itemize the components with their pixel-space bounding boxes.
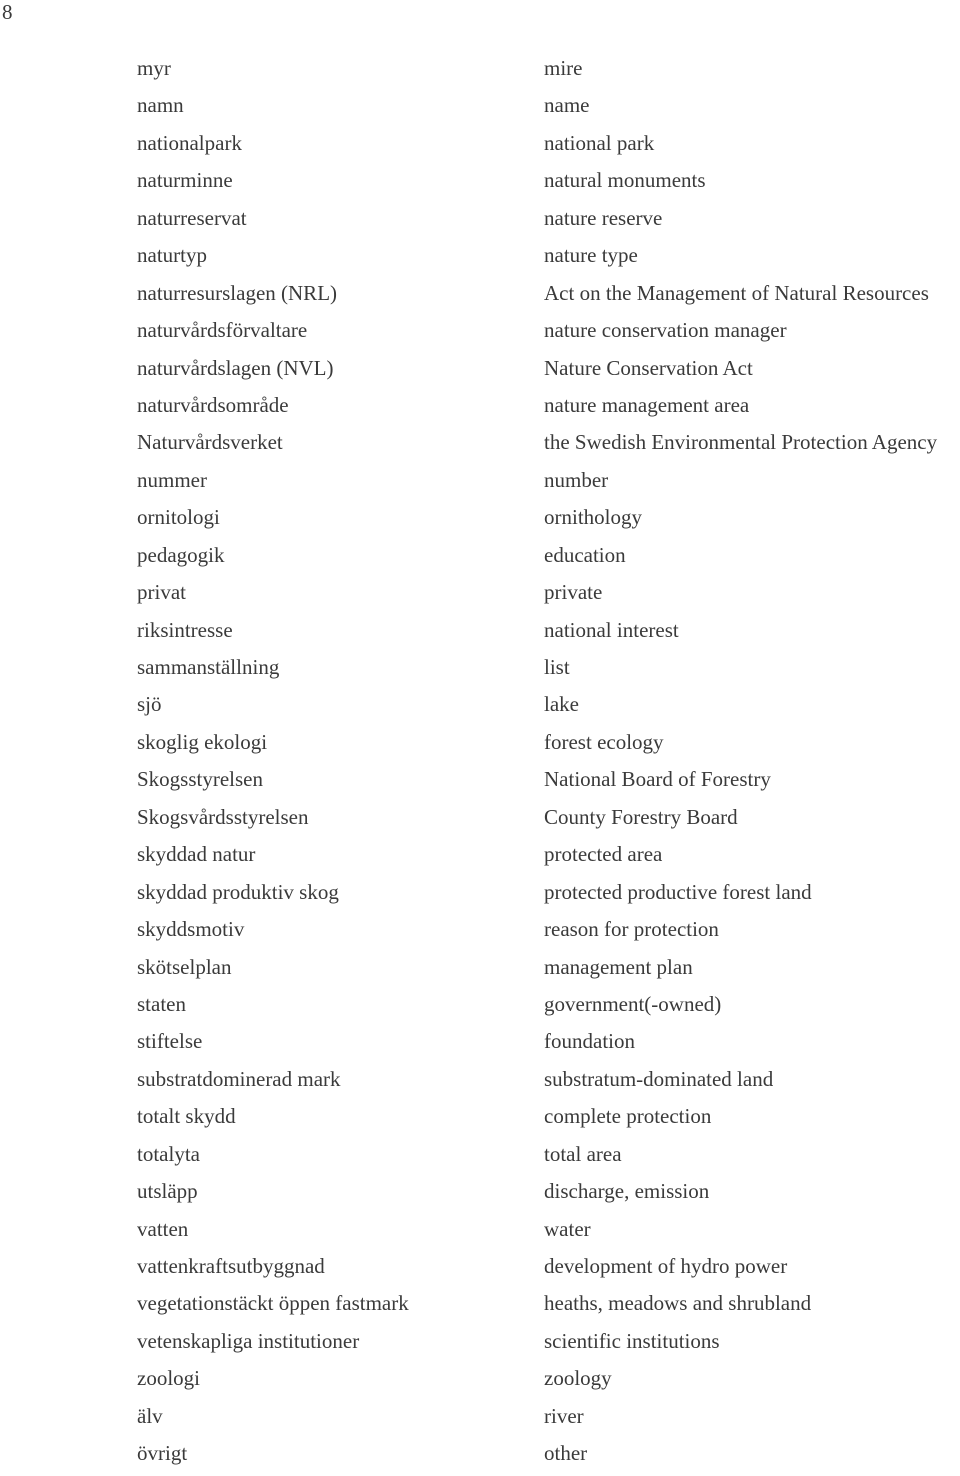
glossary-row — [137, 1139, 960, 1176]
swedish-term: skyddad produktiv skog — [137, 879, 339, 904]
english-term: natural monuments — [544, 168, 706, 193]
glossary-row — [137, 1363, 960, 1400]
english-term: total area — [544, 1141, 622, 1166]
swedish-term: vatten — [137, 1216, 189, 1241]
english-term: nature reserve — [544, 205, 663, 230]
swedish-term: skötselplan — [137, 954, 232, 979]
english-term: protected productive forest land — [544, 879, 812, 904]
swedish-term: älv — [137, 1403, 163, 1428]
english-term: reason for protection — [544, 917, 719, 942]
english-term: substratum-dominated land — [544, 1066, 774, 1091]
english-term: number — [544, 467, 609, 492]
glossary-row — [137, 727, 960, 764]
english-term: nature management area — [544, 392, 750, 417]
glossary-row — [137, 689, 960, 726]
english-term: river — [544, 1403, 584, 1428]
english-term: nature type — [544, 243, 638, 268]
english-term: mire — [544, 56, 583, 80]
glossary-row — [137, 390, 960, 427]
english-term: complete protection — [544, 1104, 712, 1129]
glossary-row — [137, 764, 960, 801]
english-term: national park — [544, 130, 655, 155]
swedish-term: vegetationstäckt öppen fastmark — [137, 1291, 409, 1316]
english-term: zoology — [544, 1366, 612, 1391]
glossary-row — [137, 952, 960, 989]
swedish-term: övrigt — [137, 1441, 188, 1466]
english-term: ornithology — [544, 505, 642, 530]
english-term: National Board of Forestry — [544, 767, 771, 792]
page-number: 8 — [2, 0, 13, 24]
swedish-term: skoglig ekologi — [137, 729, 268, 754]
english-term: education — [544, 542, 626, 567]
swedish-term: privat — [137, 580, 186, 605]
english-term: private — [544, 580, 603, 605]
glossary-row — [137, 914, 960, 951]
glossary-row — [137, 465, 960, 502]
swedish-term: naturresurslagen (NRL) — [137, 280, 338, 305]
swedish-term: namn — [137, 93, 184, 118]
swedish-term: riksintresse — [137, 617, 233, 642]
glossary-row — [137, 1101, 960, 1138]
swedish-term: sammanställning — [137, 655, 280, 679]
swedish-term: zoologi — [137, 1366, 200, 1391]
english-term: water — [544, 1216, 591, 1241]
english-term: management plan — [544, 954, 693, 979]
swedish-term: Skogsstyrelsen — [137, 767, 263, 792]
english-term: discharge, emission — [544, 1179, 710, 1204]
english-term: County Forestry Board — [544, 804, 738, 829]
swedish-term: nummer — [137, 467, 207, 492]
glossary-row — [137, 278, 960, 315]
swedish-term: naturvårdsförvaltare — [137, 318, 308, 343]
swedish-term: skyddsmotiv — [137, 917, 245, 942]
english-term: lake — [544, 692, 579, 717]
swedish-term: naturtyp — [137, 243, 207, 268]
glossary-row — [137, 1176, 960, 1213]
swedish-term: staten — [137, 991, 186, 1016]
swedish-term: Naturvårdsverket — [137, 430, 283, 455]
swedish-term: totalyta — [137, 1141, 200, 1166]
english-term: other — [544, 1441, 588, 1466]
english-term: national interest — [544, 617, 679, 642]
english-term: nature conservation manager — [544, 318, 787, 343]
english-term: scientific institutions — [544, 1328, 720, 1353]
glossary-row — [137, 240, 960, 277]
english-term: name — [544, 93, 590, 118]
glossary-list — [137, 53, 960, 1476]
swedish-term: ornitologi — [137, 505, 220, 530]
glossary-row — [137, 540, 960, 577]
english-term: protected area — [544, 842, 663, 867]
swedish-term: myr — [137, 56, 171, 80]
glossary-row — [137, 203, 960, 240]
swedish-term: stiftelse — [137, 1029, 203, 1054]
glossary-row — [137, 315, 960, 352]
english-term: Nature Conservation Act — [544, 355, 753, 380]
swedish-term: pedagogik — [137, 542, 225, 567]
glossary-row — [137, 615, 960, 652]
swedish-term: naturvårdsområde — [137, 392, 289, 417]
swedish-term: naturminne — [137, 168, 233, 193]
glossary-row — [137, 165, 960, 202]
swedish-term: nationalpark — [137, 130, 242, 155]
glossary-row — [137, 839, 960, 876]
glossary-row — [137, 502, 960, 539]
swedish-term: totalt skydd — [137, 1104, 236, 1129]
glossary-row — [137, 90, 960, 127]
glossary-row — [137, 877, 960, 914]
english-term: forest ecology — [544, 729, 664, 754]
glossary-row — [137, 1288, 960, 1325]
swedish-term: vetenskapliga institutioner — [137, 1328, 360, 1353]
english-term: list — [544, 655, 570, 679]
glossary-row — [137, 802, 960, 839]
glossary-row — [137, 652, 960, 689]
swedish-term: utsläpp — [137, 1179, 198, 1204]
swedish-term: Skogsvårdsstyrelsen — [137, 804, 309, 829]
glossary-row — [137, 427, 960, 464]
swedish-term: sjö — [137, 692, 162, 717]
english-term: heaths, meadows and shrubland — [544, 1291, 812, 1316]
glossary-row — [137, 1251, 960, 1288]
glossary-row — [137, 577, 960, 614]
glossary-row — [137, 1326, 960, 1363]
swedish-term: vattenkraftsutbyggnad — [137, 1254, 325, 1278]
glossary-row — [137, 989, 960, 1026]
glossary-row — [137, 1026, 960, 1063]
glossary-row — [137, 353, 960, 390]
glossary-row — [137, 1064, 960, 1101]
swedish-term: naturreservat — [137, 205, 247, 230]
glossary-row — [137, 1214, 960, 1251]
swedish-term: skyddad natur — [137, 842, 256, 867]
glossary-row — [137, 1438, 960, 1475]
glossary-row — [137, 128, 960, 165]
english-term: Act on the Management of Natural Resources — [544, 280, 929, 305]
english-term: foundation — [544, 1029, 635, 1054]
english-term: government(-owned) — [544, 991, 722, 1016]
english-term: development of hydro power — [544, 1254, 788, 1278]
swedish-term: substratdominerad mark — [137, 1066, 341, 1091]
glossary-row — [137, 1401, 960, 1438]
english-term: the Swedish Environmental Protection Agency — [544, 430, 938, 455]
swedish-term: naturvårdslagen (NVL) — [137, 355, 334, 380]
glossary-row — [137, 53, 960, 90]
